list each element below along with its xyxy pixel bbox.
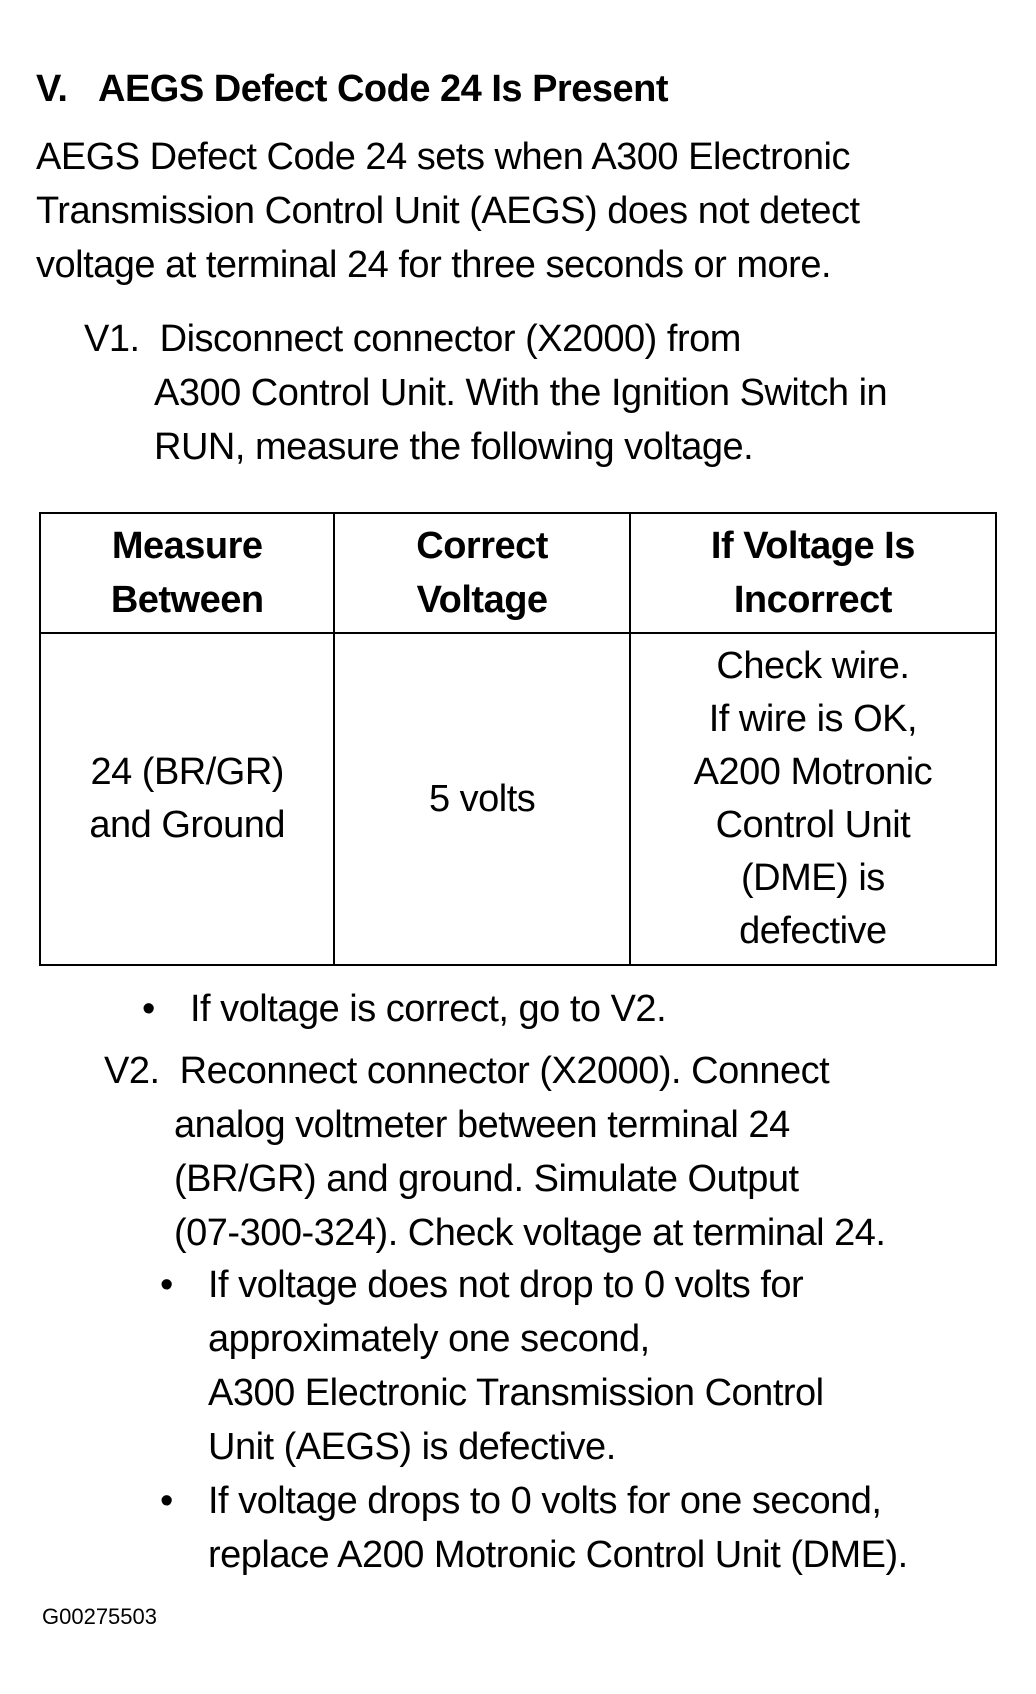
step-line: (BR/GR) and ground. Simulate Output xyxy=(174,1158,799,1200)
step-label: V1. xyxy=(84,318,140,360)
step-line: RUN, measure the following voltage. xyxy=(154,426,754,468)
step-line: analog voltmeter between terminal 24 xyxy=(174,1104,790,1146)
bullet-v2-drops xyxy=(160,1474,908,1582)
header-if-incorrect: If Voltage Is Incorrect xyxy=(630,513,996,633)
intro-line: Transmission Control Unit (AEGS) does not detect xyxy=(36,190,860,232)
section-heading xyxy=(36,68,668,111)
step-line: (07-300-324). Check voltage at terminal 24. xyxy=(174,1212,886,1254)
bullet-line: replace A200 Motronic Control Unit (DME). xyxy=(208,1534,908,1576)
bullet-icon: • xyxy=(142,988,155,1030)
step-label: V2. xyxy=(104,1050,160,1092)
step-line: Reconnect connector (X2000). Connect xyxy=(179,1050,830,1092)
bullet-line: If voltage is correct, go to V2. xyxy=(190,988,667,1030)
header-measure-between: Measure Between xyxy=(40,513,334,633)
bullet-line: If voltage does not drop to 0 volts for xyxy=(208,1264,804,1306)
cell-if-incorrect: Check wire. If wire is OK, A200 Motronic Control Unit (DME) is defective xyxy=(630,633,996,965)
bullet-line: A300 Electronic Transmission Control xyxy=(208,1372,824,1414)
bullet-line: Unit (AEGS) is defective. xyxy=(208,1426,616,1468)
cell-correct-voltage: 5 volts xyxy=(334,633,629,965)
step-v1 xyxy=(84,312,887,474)
intro-line: voltage at terminal 24 for three seconds or more. xyxy=(36,244,832,286)
bullet-icon: • xyxy=(160,1480,173,1522)
voltage-table xyxy=(39,512,997,966)
section-title: AEGS Defect Code 24 Is Present xyxy=(98,68,668,110)
table-row xyxy=(40,633,996,965)
step-line: A300 Control Unit. With the Ignition Switch in xyxy=(154,372,888,414)
header-correct-voltage: Correct Voltage xyxy=(334,513,629,633)
bullet-line: If voltage drops to 0 volts for one second, xyxy=(208,1480,882,1522)
bullet-v1-correct xyxy=(142,982,667,1036)
intro-paragraph xyxy=(36,130,996,292)
bullet-v2-no-drop xyxy=(160,1258,824,1474)
bullet-icon: • xyxy=(160,1264,173,1306)
section-number: V. xyxy=(36,68,68,110)
intro-line: AEGS Defect Code 24 sets when A300 Electronic xyxy=(36,136,850,178)
table-header-row xyxy=(40,513,996,633)
step-v2 xyxy=(104,1044,885,1260)
bullet-line: approximately one second, xyxy=(208,1318,650,1360)
step-line: Disconnect connector (X2000) from xyxy=(159,318,741,360)
figure-code: G00275503 xyxy=(42,1604,157,1629)
cell-measure-between: 24 (BR/GR) and Ground xyxy=(40,633,334,965)
